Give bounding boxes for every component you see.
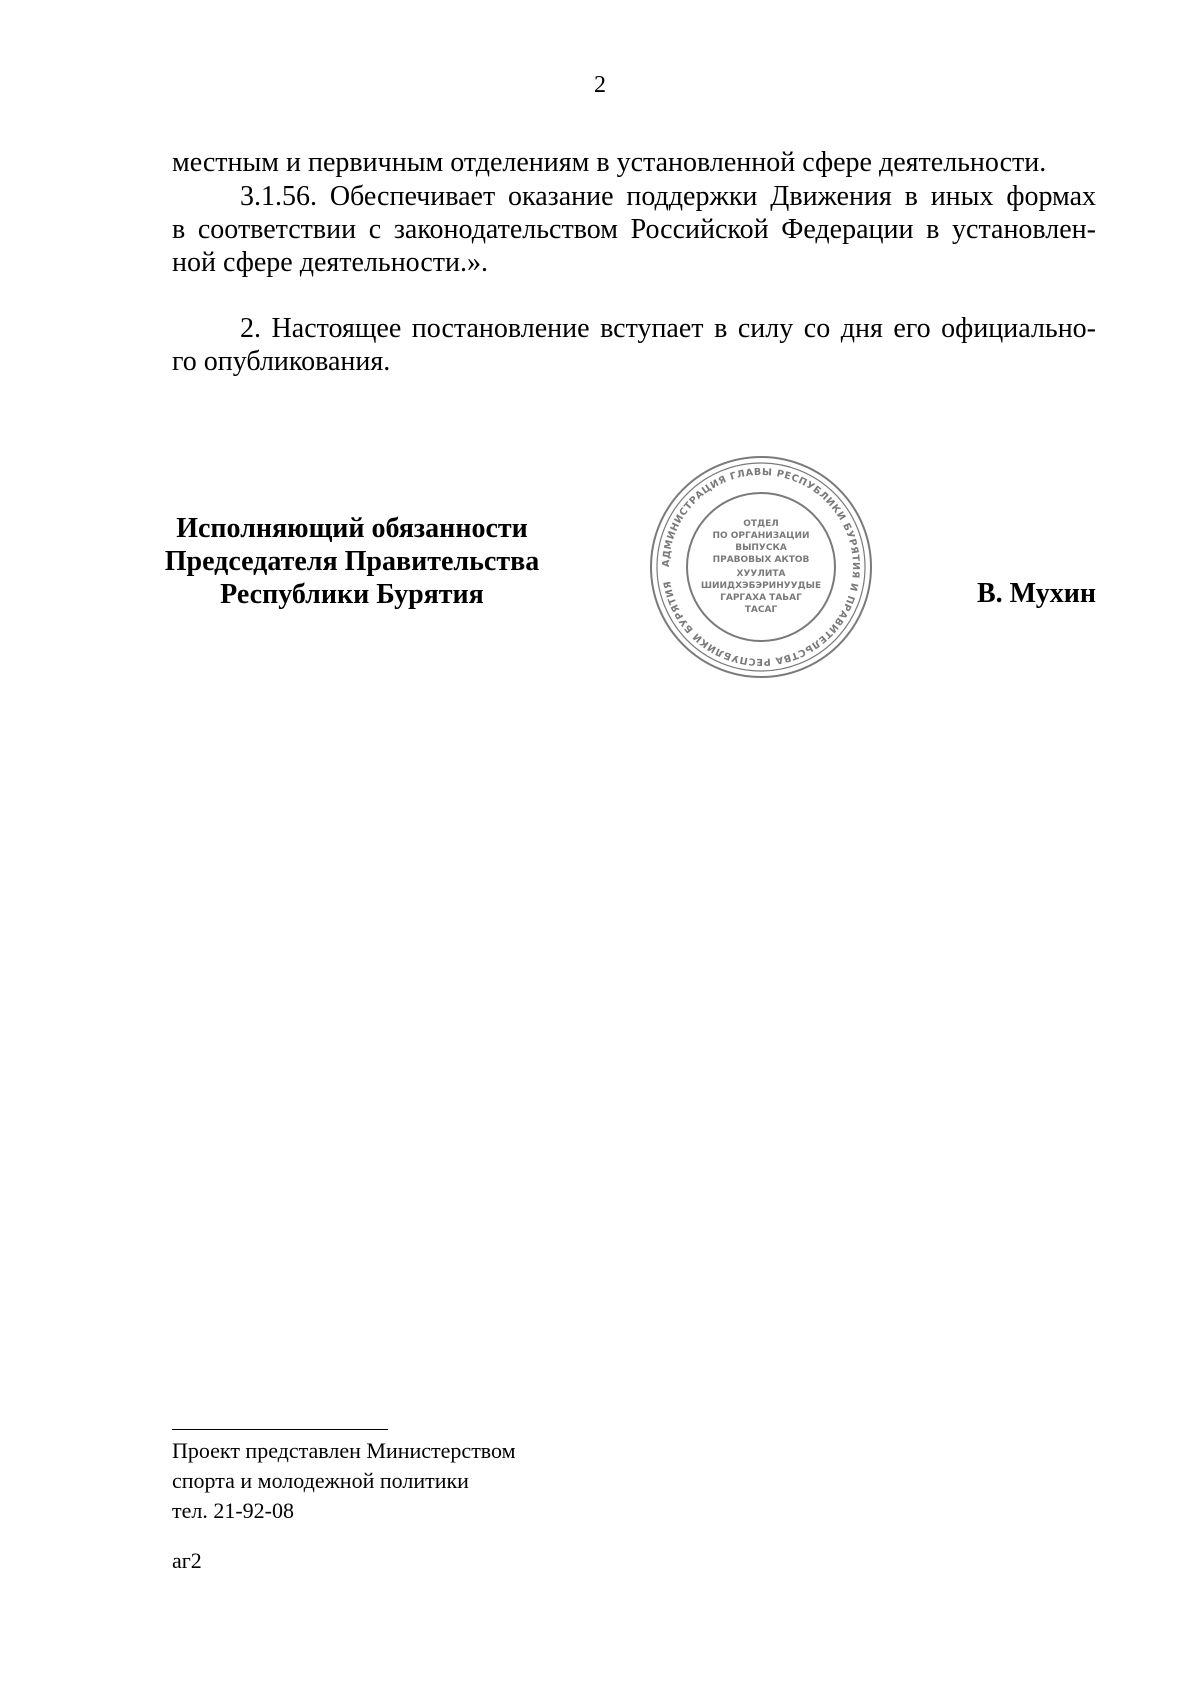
page-number: 2 bbox=[594, 72, 606, 98]
svg-text:ОТДЕЛ: ОТДЕЛ bbox=[743, 519, 779, 529]
signatory-title-line: Исполняющий обязанности bbox=[176, 513, 528, 544]
signatory-title-line: Республики Бурятия bbox=[220, 579, 484, 610]
seal-outer-text: АДМИНИСТРАЦИЯ ГЛАВЫ РЕСПУБЛИКИ БУРЯТИЯ И ПРАВИТЕЛЬСТВА РЕСПУБЛИКИ БУРЯТИЯ bbox=[660, 466, 862, 668]
paragraph-line: 3.1.56. Обеспечивает оказание поддержки Движения в иных формах bbox=[240, 181, 1096, 212]
svg-text:ХУУЛИТА: ХУУЛИТА bbox=[736, 569, 786, 579]
footnote bbox=[172, 1436, 516, 1526]
seal-outer-inner-ring bbox=[657, 463, 865, 671]
signatory-title-line: Председателя Правительства bbox=[164, 546, 540, 577]
svg-text:ПО ОРГАНИЗАЦИИ: ПО ОРГАНИЗАЦИИ bbox=[712, 531, 810, 541]
footnote-line: Проект представлен Министерством bbox=[172, 1438, 516, 1463]
signatory-name: В. Мухин bbox=[977, 578, 1096, 609]
footnote-divider bbox=[172, 1429, 388, 1430]
official-seal bbox=[646, 452, 876, 682]
seal-inner-ring bbox=[687, 493, 835, 641]
svg-text:ШИИДХЭБЭРИНУУДЫЕ: ШИИДХЭБЭРИНУУДЫЕ bbox=[700, 581, 822, 591]
footnote-line: тел. 21-92-08 bbox=[172, 1498, 295, 1523]
paragraph-line: местным и первичным отделениям в установленной сфере деятельности. bbox=[172, 147, 1047, 178]
signatory-title bbox=[152, 512, 552, 611]
paragraph-3-1-56 bbox=[172, 180, 1096, 279]
seal-outer-ring bbox=[651, 457, 871, 677]
svg-text:ГАРГАХА ТАЬАГ: ГАРГАХА ТАЬАГ bbox=[720, 593, 802, 603]
svg-text:ВЫПУСКА: ВЫПУСКА bbox=[735, 543, 787, 553]
document-code: аг2 bbox=[172, 1548, 202, 1573]
paragraph-line: 2. Настоящее постановление вступает в силу со дня его официально- bbox=[240, 313, 1096, 344]
svg-text:ТАСАГ: ТАСАГ bbox=[744, 605, 778, 615]
footnote-line: спорта и молодежной политики bbox=[172, 1468, 469, 1493]
paragraph-line: ной сфере деятельности.». bbox=[172, 247, 489, 278]
seal-center-text bbox=[701, 519, 821, 615]
paragraph-line: в соответствии с законодательством Российской Федерации в установлен- bbox=[172, 214, 1096, 245]
paragraph-effective-date bbox=[172, 312, 1096, 378]
svg-text:ПРАВОВЫХ АКТОВ: ПРАВОВЫХ АКТОВ bbox=[712, 555, 810, 565]
paragraph-continuation bbox=[172, 146, 1096, 179]
paragraph-line: го опубликования. bbox=[172, 346, 391, 377]
